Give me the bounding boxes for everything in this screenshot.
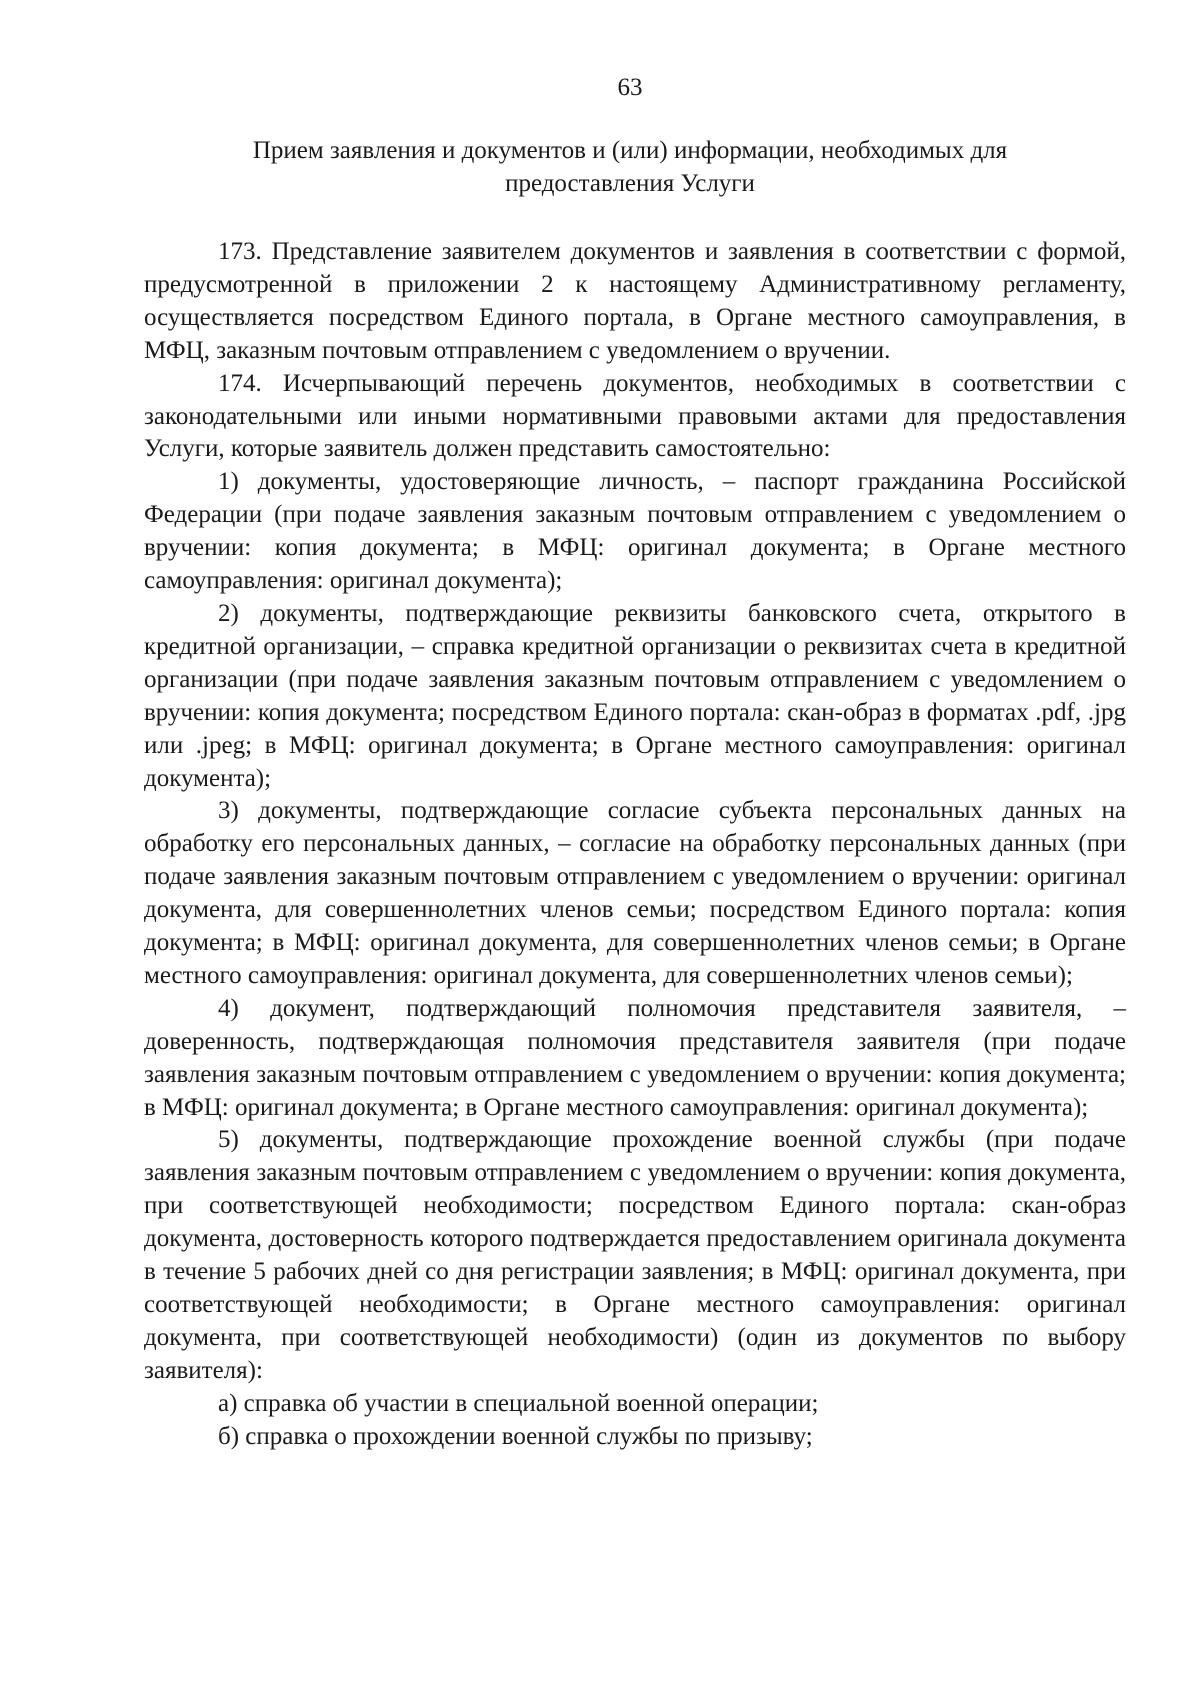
list-item-3: 3) документы, подтверждающие согласие субъекта персональных данных на обработку его персональных данных, – согласие на обработку персональных данных (при подаче заявления заказным почтовым отправлением с уведомлением о вручении: оригинал документа, для совершеннолетних членов семьи; посредством Единого портала: копия документа; в МФЦ: оригинал документа, для совершеннолетних членов семьи; в Органе местного самоуправления: оригинал документа, для совершеннолетних членов семьи); xyxy=(144,797,1126,989)
list-item-2: 2) документы, подтверждающие реквизиты банковского счета, открытого в кредитной организации, – справка кредитной организации о реквизитах счета в кредитной организации (при подаче заявления заказным почтовым отправлением с уведомлением о вручении: копия документа; посредством Единого портала: скан-образ в форматах .pdf, .jpg или .jpeg; в МФЦ: оригинал документа; в Органе местного самоуправления: оригинал документа); xyxy=(144,599,1126,792)
body-text xyxy=(144,236,1126,1454)
paragraph-174: 174. Исчерпывающий перечень документов, необходимых в соответствии с законодательными или иными нормативными правовыми актами для предоставления Услуги, которые заявитель должен представить самостоятельно: xyxy=(144,369,1126,463)
list-item-4: 4) документ, подтверждающий полномочия представителя заявителя, – доверенность, подтверждающая полномочия представителя заявителя (при подаче заявления заказным почтовым отправлением с уведомлением о вручении: копия документа; в МФЦ: оригинал документа; в Органе местного самоуправления: оригинал документа); xyxy=(144,994,1126,1121)
paragraph-173: 173. Представление заявителем документов и заявления в соответствии с формой, предусмотренной в приложении 2 к настоящему Административному регламенту, осуществляется посредством Единого портала, в Органе местного самоуправления, в МФЦ, заказным почтовым отправлением с уведомлением о вручении. xyxy=(144,238,1126,364)
page-number: 63 xyxy=(617,74,643,101)
sub-item-a: а) справка об участии в специальной военной операции; xyxy=(218,1389,819,1417)
list-item-1: 1) документы, удостоверяющие личность, – паспорт гражданина Российской Федерации (при подаче заявления заказным почтовым отправлением с уведомлением о вручении: копия документа; в МФЦ: оригинал документа; в Органе местного самоуправления: оригинал документа); xyxy=(144,468,1126,595)
sub-item-b: б) справка о прохождении военной службы по призыву; xyxy=(218,1422,813,1450)
section-title: Прием заявления и документов и (или) информации, необходимых для предоставления Услуги xyxy=(252,137,1008,197)
list-item-5: 5) документы, подтверждающие прохождение военной службы (при подаче заявления заказным почтовым отправлением с уведомлением о вручении: копия документа, при соответствующей необходимости; посредством Единого портала: скан-образ документа, достоверность которого подтверждается предоставлением оригинала документа в течение 5 рабочих дней со дня регистрации заявления; в МФЦ: оригинал документа, при соответствующей необходимости; в Органе местного самоуправления: оригинал документа, при соответствующей необходимости) (один из документов по выбору заявителя): xyxy=(144,1126,1126,1384)
